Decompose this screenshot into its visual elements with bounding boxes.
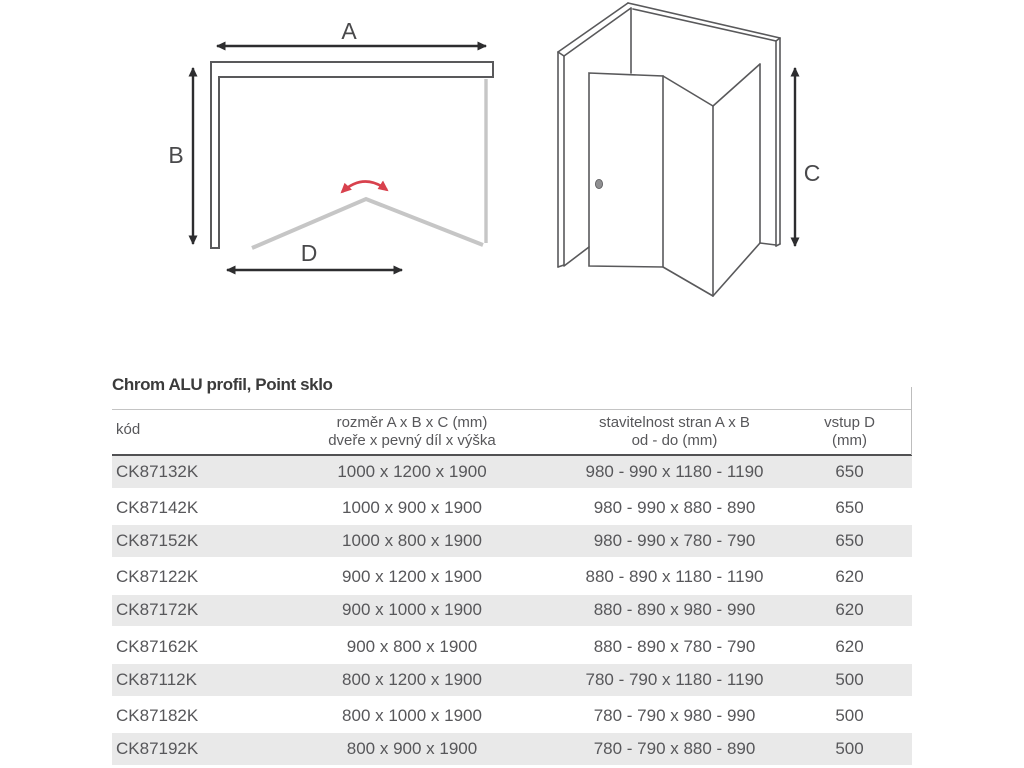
swing-direction-arrow: [342, 181, 387, 192]
cell-vstup: 620: [835, 600, 864, 620]
cell-kod: CK87192K: [116, 739, 199, 759]
wall-profile: [211, 62, 493, 248]
cell-kod: CK87112K: [116, 669, 197, 689]
column-header-rozmer: [262, 414, 562, 450]
iso-fold-top-1: [663, 76, 713, 106]
cell-stavitelnost: 980 - 990 x 1180 - 1190: [585, 461, 764, 481]
iso-fold-top-2: [713, 64, 760, 106]
cell-kod: CK87122K: [116, 567, 199, 587]
dim-label-b: B: [168, 142, 184, 168]
cell-rozmer: 900 x 1000 x 1900: [342, 600, 482, 620]
table-body: [112, 456, 912, 768]
cell-kod: CK87162K: [116, 636, 199, 656]
cell-vstup: 620: [835, 636, 864, 656]
cell-stavitelnost: 780 - 790 x 1180 - 1190: [585, 669, 764, 689]
cell-kod: CK87182K: [116, 705, 199, 725]
table-row: [112, 733, 912, 768]
cell-stavitelnost: 880 - 890 x 780 - 790: [593, 636, 756, 656]
cell-kod: CK87142K: [116, 497, 199, 517]
cell-vstup: 500: [835, 669, 864, 689]
column-header-sublabel: (mm): [832, 432, 867, 449]
iso-right-wall: [628, 3, 780, 38]
column-header-label: stavitelnost stran A x B: [599, 414, 750, 431]
table-row: [112, 456, 912, 491]
iso-left-wall-bottom: [558, 265, 564, 267]
column-header-vstup: [787, 414, 912, 450]
technical-drawings: [0, 0, 1024, 340]
cell-vstup: 500: [835, 705, 864, 725]
column-header-sublabel: od - do (mm): [631, 432, 718, 449]
cell-rozmer: 1000 x 900 x 1900: [342, 497, 482, 517]
iso-fold-bottom-1: [663, 267, 713, 296]
iso-door-panel: [589, 73, 663, 267]
dim-label-c: C: [803, 160, 821, 186]
folding-door-line: [252, 199, 483, 248]
column-header-label: kód: [116, 420, 141, 438]
cell-vstup: 650: [835, 461, 864, 481]
iso-wall-base: [760, 243, 776, 245]
iso-fold-bottom-2: [713, 243, 760, 296]
plan-view-diagram: [168, 18, 493, 270]
table-row: [112, 560, 912, 595]
header-right-border: [911, 387, 912, 455]
cell-rozmer: 800 x 1200 x 1900: [342, 669, 482, 689]
cell-vstup: 650: [835, 497, 864, 517]
cell-vstup: 650: [835, 531, 864, 551]
dim-label-a: A: [341, 18, 357, 44]
iso-left-wall-inner: [564, 8, 631, 56]
page-title: Chrom ALU profil, Point sklo: [112, 375, 333, 394]
cell-rozmer: 1000 x 1200 x 1900: [337, 461, 487, 481]
cell-vstup: 500: [835, 739, 864, 759]
iso-left-wall-cap: [558, 52, 564, 56]
table-row: [112, 699, 912, 734]
column-header-sublabel: dveře x pevný díl x výška: [328, 432, 496, 449]
cell-kod: CK87132K: [116, 461, 199, 481]
iso-left-wall: [558, 3, 628, 52]
column-header-label: rozměr A x B x C (mm): [336, 414, 488, 431]
table-row: [112, 525, 912, 560]
cell-rozmer: 1000 x 800 x 1900: [342, 531, 482, 551]
cell-rozmer: 900 x 1200 x 1900: [342, 567, 482, 587]
cell-rozmer: 800 x 900 x 1900: [346, 739, 478, 759]
column-header-kod: [112, 421, 262, 444]
column-header-label: vstup D: [824, 414, 875, 431]
cell-stavitelnost: 880 - 890 x 980 - 990: [593, 600, 756, 620]
cell-stavitelnost: 780 - 790 x 880 - 890: [593, 739, 756, 759]
iso-view-diagram: [558, 3, 820, 296]
cell-stavitelnost: 880 - 890 x 1180 - 1190: [585, 567, 764, 587]
column-header-stavitelnost: [562, 414, 787, 450]
spec-table: [112, 409, 912, 768]
cell-stavitelnost: 980 - 990 x 880 - 890: [593, 497, 756, 517]
cell-stavitelnost: 980 - 990 x 780 - 790: [593, 531, 756, 551]
cell-kod: CK87152K: [116, 531, 199, 551]
cell-stavitelnost: 780 - 790 x 980 - 990: [593, 705, 756, 725]
cell-rozmer: 900 x 800 x 1900: [346, 636, 478, 656]
cell-vstup: 620: [835, 567, 864, 587]
table-header-row: [112, 409, 912, 456]
dim-label-d: D: [300, 240, 318, 266]
iso-floor-line: [564, 247, 589, 266]
table-row: [112, 664, 912, 699]
iso-right-wall-inner: [633, 9, 776, 41]
table-row: [112, 491, 912, 526]
table-row: [112, 595, 912, 630]
cell-rozmer: 800 x 1000 x 1900: [342, 705, 482, 725]
door-knob-icon: [595, 179, 602, 188]
cell-kod: CK87172K: [116, 600, 199, 620]
table-row: [112, 629, 912, 664]
